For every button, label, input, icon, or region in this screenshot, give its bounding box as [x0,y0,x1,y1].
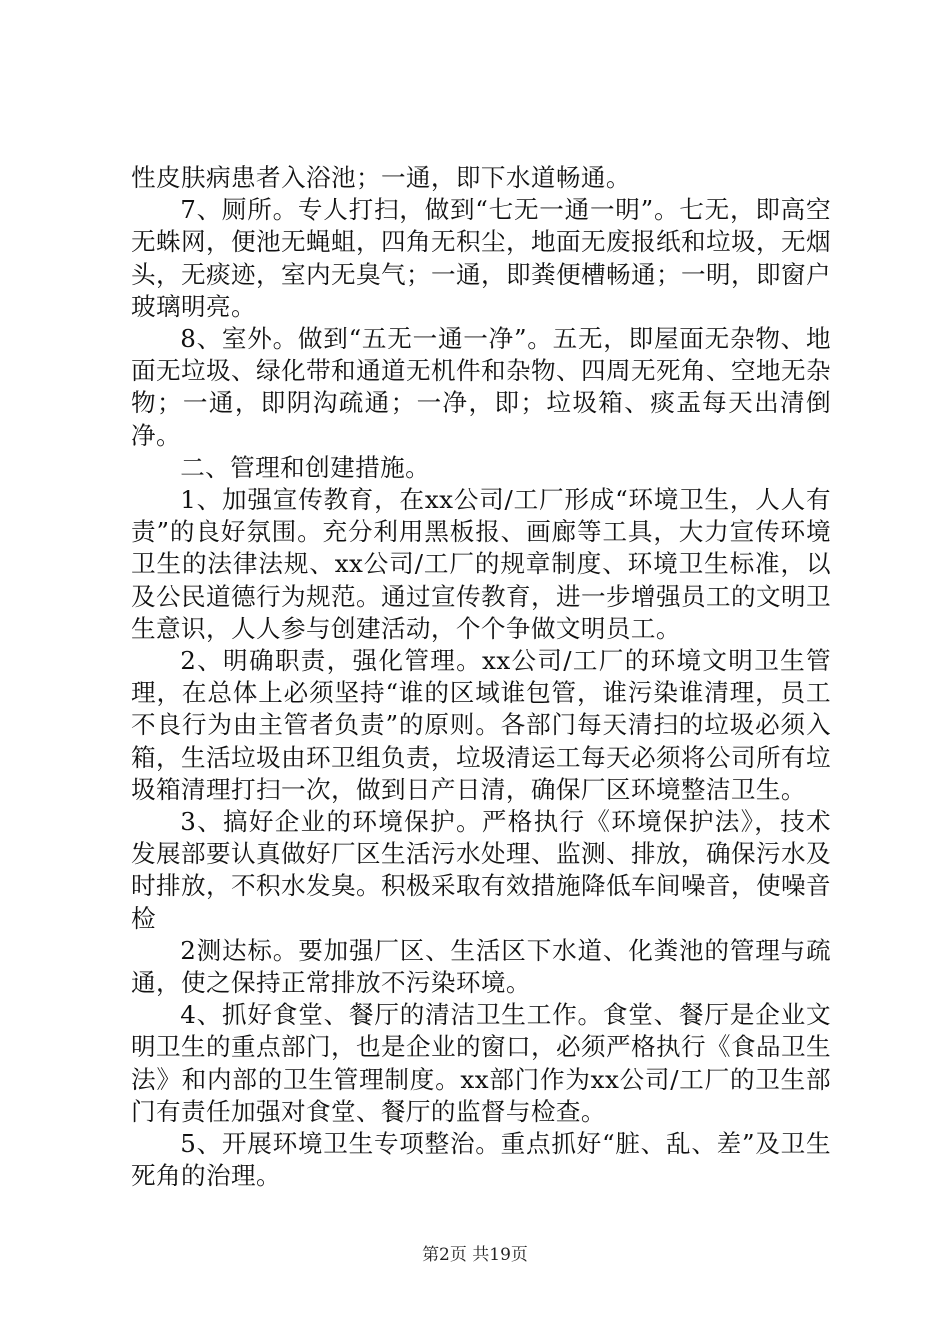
document-body [131,162,831,1193]
paragraph-10: 5、开展环境卫生专项整治。重点抓好“脏、乱、差”及卫生死角的治理。 [131,1129,831,1191]
paragraph-1: 性皮肤病患者入浴池；一通，即下水道畅通。 [131,163,631,192]
paragraph-5: 1、加强宣传教育，在xx公司/工厂形成“环境卫生，人人有责”的良好氛围。充分利用黑板报、画廊等工具，大力宣传环境卫生的法律法规、xx公司/工厂的规章制度、环境卫生标准，以及公民道德行为规范。通过宣传教育，进一步增强员工的文明卫生意识，人人参与创建活动，个个争做文明员工。 [131,485,831,643]
paragraph-3: 8、室外。做到“五无一通一净”。五无，即屋面无杂物、地面无垃圾、绿化带和通道无机件和杂物、四周无死角、空地无杂物；一通，即阴沟疏通；一净，即；垃圾箱、痰盂每天出清倒净。 [131,324,831,450]
paragraph-2: 7、厕所。专人打扫，做到“七无一通一明”。七无，即高空无蛛网，便池无蝇蛆，四角无积尘，地面无废报纸和垃圾，无烟头，无痰迹，室内无臭气；一通，即粪便槽畅通；一明，即窗户玻璃明亮。 [131,195,831,321]
section-heading: 二、管理和创建措施。 [180,452,431,482]
paragraph-7: 3、搞好企业的环境保护。严格执行《环境保护法》，技术发展部要认真做好厂区生活污水处理、监测、排放，确保污水及时排放，不积水发臭。积极采取有效措施降低车间噪音，使噪音检 [131,807,831,933]
page-footer: 第2页 共19页 [422,1245,528,1265]
paragraph-9: 4、抓好食堂、餐厅的清洁卫生工作。食堂、餐厅是企业文明卫生的重点部门，也是企业的窗口，必须严格执行《食品卫生法》和内部的卫生管理制度。xx部门作为xx公司/工厂的卫生部门有责任加强对食堂、餐厅的监督与检查。 [131,1000,831,1126]
paragraph-8: 2测达标。要加强厂区、生活区下水道、化粪池的管理与疏通，使之保持正常排放不污染环境。 [131,935,831,998]
paragraph-6: 2、明确职责，强化管理。xx公司/工厂的环境文明卫生管理，在总体上必须坚持“谁的区域谁包管，谁污染谁清理，员工不良行为由主管者负责”的原则。各部门每天清扫的垃圾必须入箱，生活垃圾由环卫组负责，垃圾清运工每天必须将公司所有垃圾箱清理打扫一次，做到日产日清，确保厂区环境整洁卫生。 [131,646,831,804]
